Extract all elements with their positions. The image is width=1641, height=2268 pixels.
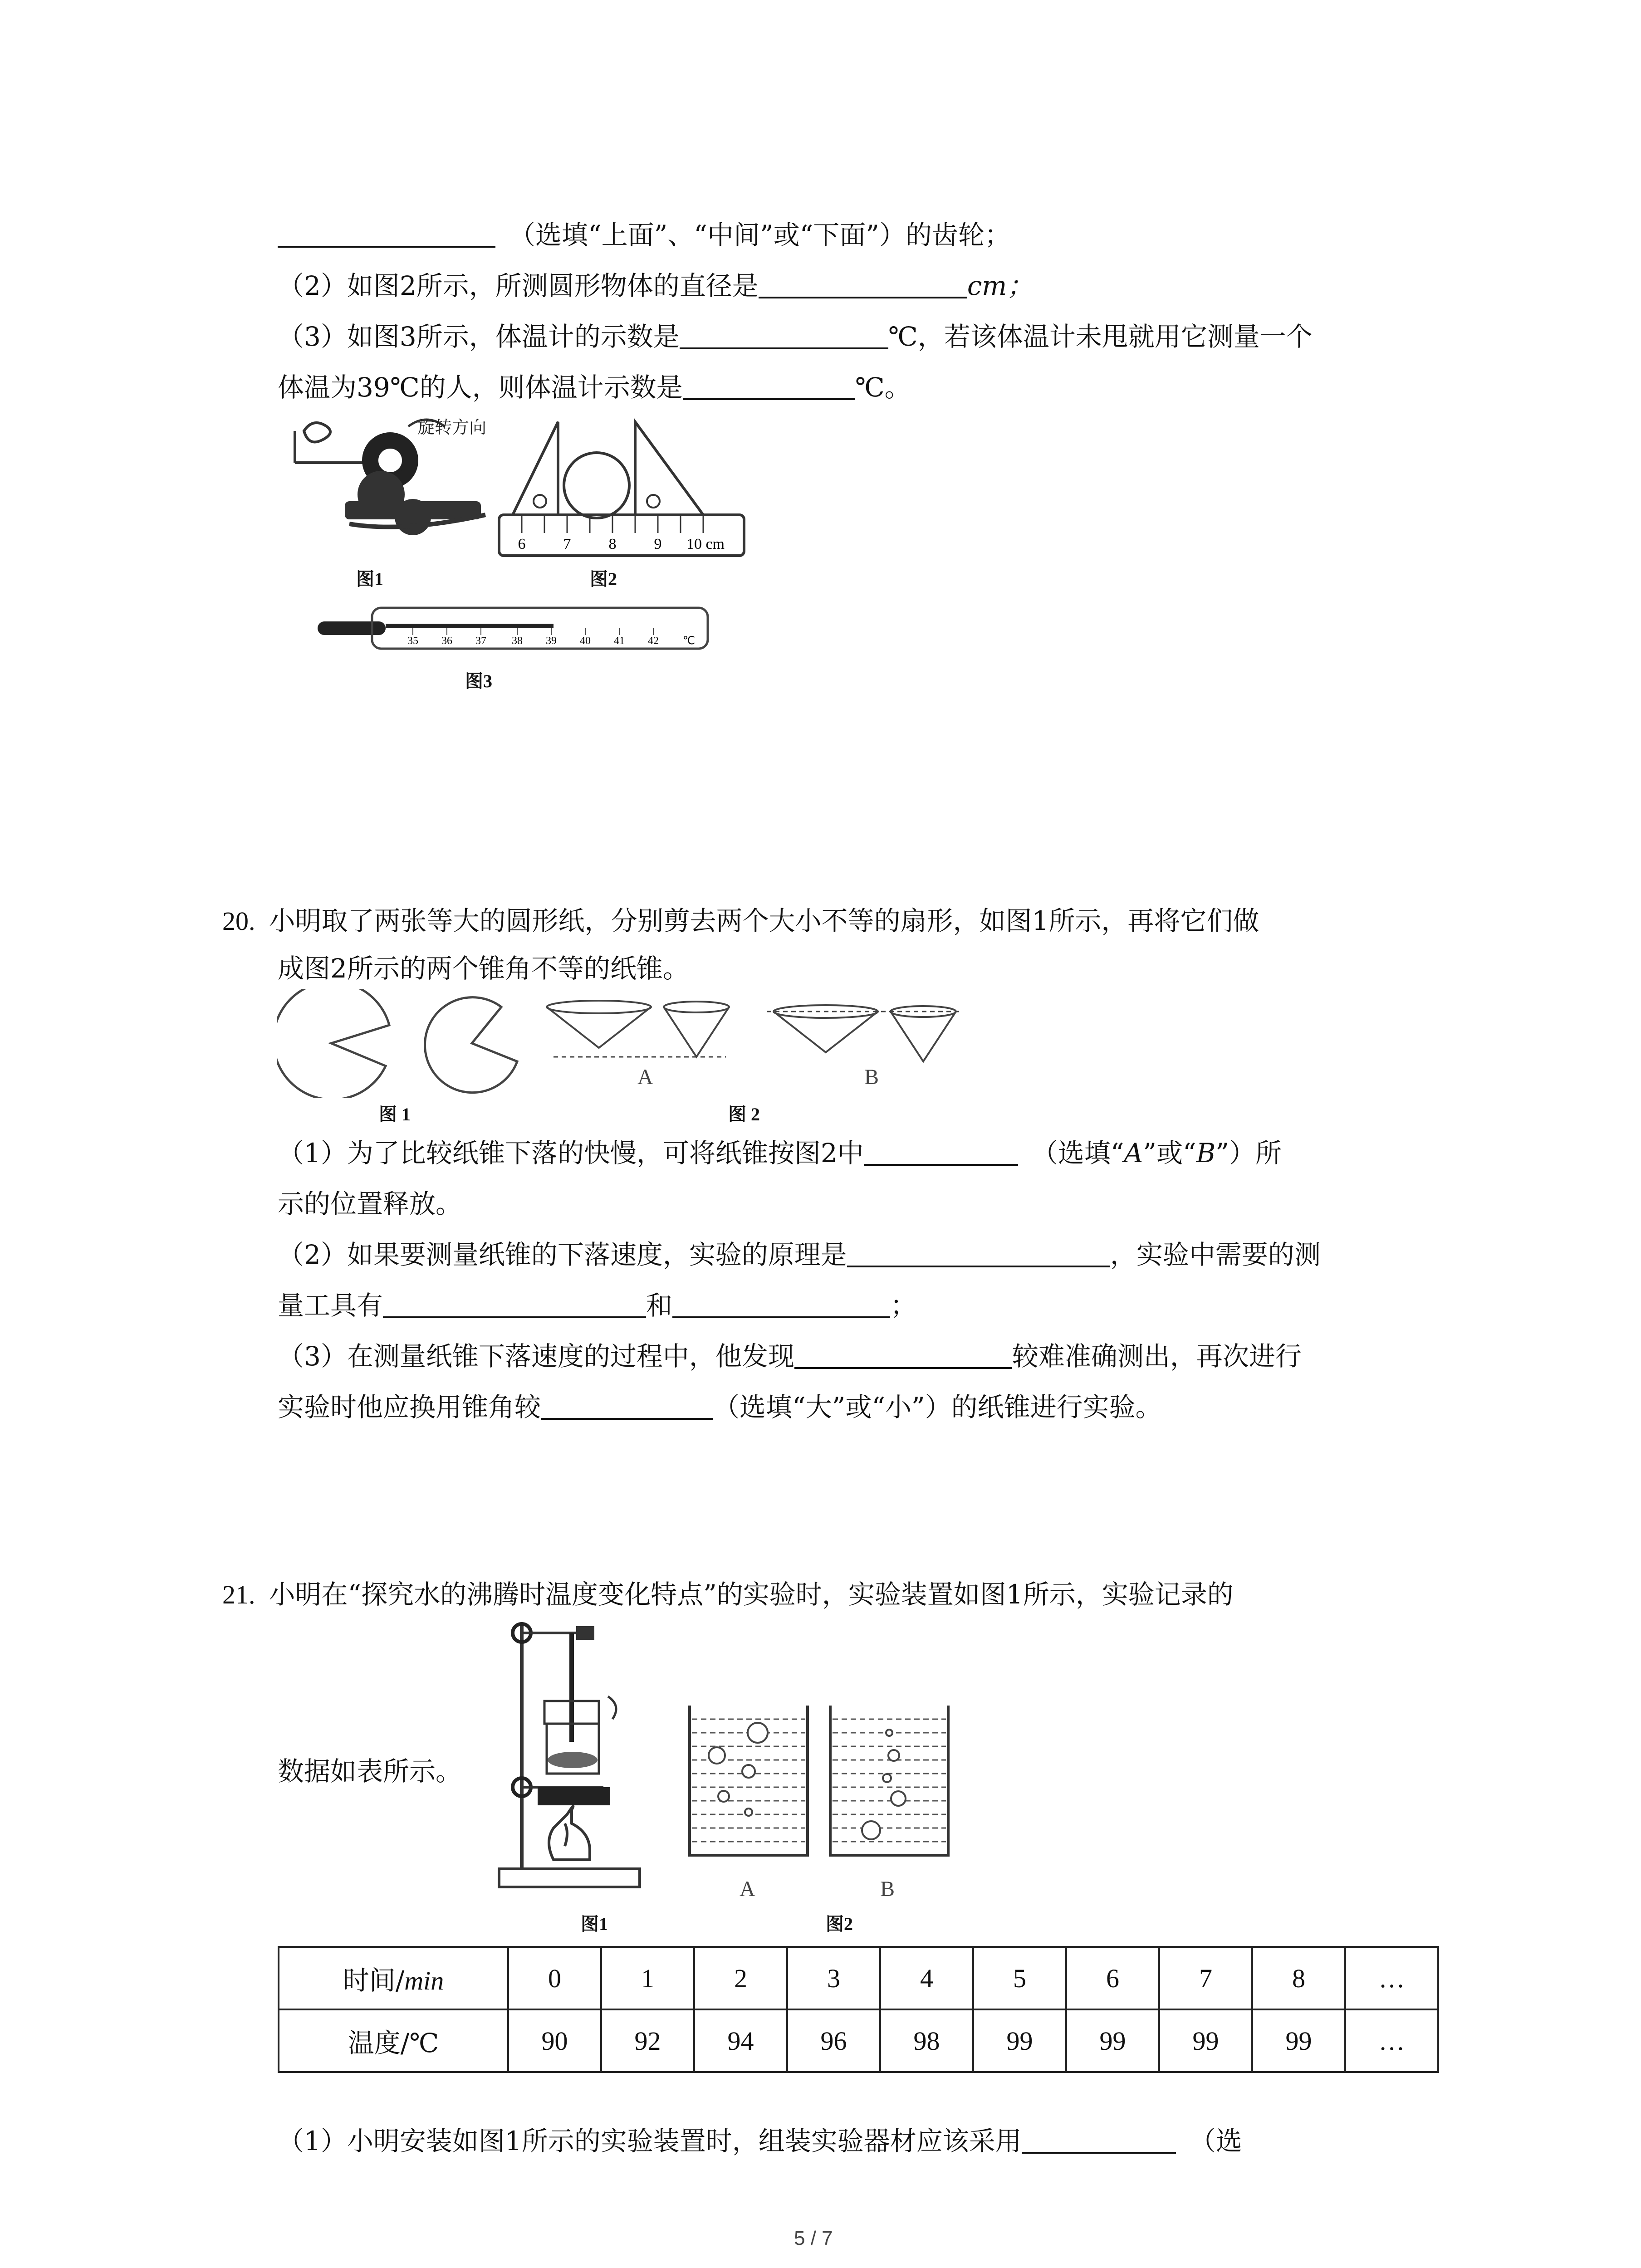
thermometer-figure xyxy=(318,603,712,653)
q19-part3-tail: ℃，若该体温计未甩就用它测量一个 xyxy=(888,321,1313,352)
ruler-tick-label: 10 cm xyxy=(686,536,725,552)
gear-mechanism-figure xyxy=(277,413,495,558)
page-number: 5 / 7 xyxy=(794,2227,833,2249)
q20-part2-line2 xyxy=(278,1287,916,1324)
q20-stem-line2: 成图2所示的两个锥角不等的纸锥。 xyxy=(278,953,689,984)
rotation-direction-label: 旋转方向 xyxy=(417,417,487,437)
q20-p1-option: A xyxy=(1124,1138,1143,1168)
table-cell: 7 xyxy=(1159,1947,1252,2009)
q19-part3-unit2: ℃。 xyxy=(855,372,911,403)
table-cell: 1 xyxy=(601,1947,694,2009)
q20-fig2-caption: 图 2 xyxy=(728,1104,760,1124)
fig2-caption: 图2 xyxy=(590,569,617,589)
table-cell: 99 xyxy=(1252,2009,1345,2072)
q20-p3-text: （3）在测量纸锥下落速度的过程中，他发现 xyxy=(278,1341,794,1372)
table-cell: 92 xyxy=(601,2009,694,2072)
thermometer-tick-label: 41 xyxy=(614,635,625,647)
thermometer-tick-label: 38 xyxy=(512,635,523,647)
q21-number: 21. xyxy=(222,1580,255,1609)
table-cell: 94 xyxy=(694,2009,787,2072)
table-row-temperature xyxy=(279,2009,1438,2072)
q20-p1-text: （1）为了比较纸锥下落的快慢，可将纸锥按图2中 xyxy=(278,1138,864,1168)
q20-number: 20. xyxy=(222,906,255,936)
q21-fig1-caption: 图1 xyxy=(581,1914,608,1934)
thermometer-tick-label: 40 xyxy=(580,635,591,647)
beaker-bubbles-figure xyxy=(681,1706,962,1905)
cone-label-b: B xyxy=(864,1065,879,1089)
fig3-caption: 图3 xyxy=(465,671,492,691)
q21-stem-line2: 数据如表所示。 xyxy=(278,1756,462,1787)
table-cell: … xyxy=(1345,1947,1438,2009)
boiling-apparatus-figure xyxy=(490,1615,653,1905)
time-unit: min xyxy=(404,1966,444,1995)
q19-part2-text: （2）如图2所示，所测圆形物体的直径是 xyxy=(278,270,759,301)
q20-p2-text: 和 xyxy=(646,1290,673,1321)
table-cell: 3 xyxy=(787,1947,880,2009)
table-cell: 5 xyxy=(973,1947,1066,2009)
q20-p2-text: ，实验中需要的测 xyxy=(1110,1239,1321,1270)
answer-blank[interactable] xyxy=(847,1237,1110,1267)
answer-blank[interactable] xyxy=(683,370,855,400)
table-cell: 90 xyxy=(508,2009,601,2072)
q19-part3-line2-text: 体温为39℃的人，则体温计示数是 xyxy=(278,372,683,403)
thermometer-tick-label: 39 xyxy=(546,635,557,647)
q21-p1-text: （选 xyxy=(1189,2126,1242,2156)
q19-part3-text: （3）如图3所示，体温计的示数是 xyxy=(278,321,680,352)
table-cell: 4 xyxy=(880,1947,973,2009)
q20-p2-text: 量工具有 xyxy=(278,1290,383,1321)
thermometer-tick-label: 35 xyxy=(407,635,418,647)
answer-blank[interactable] xyxy=(383,1288,646,1318)
cut-circles-figure xyxy=(277,989,531,1098)
q20-p3-text: 实验时他应换用锥角较 xyxy=(278,1392,541,1422)
cone-label-a: A xyxy=(637,1065,653,1089)
q19-line1 xyxy=(278,217,1011,253)
table-cell: 8 xyxy=(1252,1947,1345,2009)
answer-blank[interactable] xyxy=(278,218,495,248)
answer-blank[interactable] xyxy=(864,1136,1018,1166)
q20-p1-option: B xyxy=(1196,1138,1216,1168)
beaker-label-b: B xyxy=(880,1877,895,1901)
ruler-circle-figure xyxy=(495,417,749,558)
q20-part1 xyxy=(278,1135,1282,1171)
q20-p1-text: （选填“ xyxy=(1031,1138,1124,1168)
table-cell: 2 xyxy=(694,1947,787,2009)
beaker-label-a: A xyxy=(740,1877,755,1901)
answer-blank[interactable] xyxy=(680,319,888,349)
table-cell: 0 xyxy=(508,1947,601,2009)
q20-fig1-caption: 图 1 xyxy=(379,1104,411,1124)
table-cell: 6 xyxy=(1066,1947,1159,2009)
table-cell: 99 xyxy=(1066,2009,1159,2072)
q21-fig2-caption: 图2 xyxy=(826,1914,853,1934)
answer-blank[interactable] xyxy=(672,1288,890,1318)
table-row-time xyxy=(279,1947,1438,2009)
q21-p1-text: （1）小明安装如图1所示的实验装置时，组装实验器材应该采用 xyxy=(278,2126,1022,2156)
ruler-ticks xyxy=(522,515,703,533)
table-cell: 96 xyxy=(787,2009,880,2072)
q19-part3-line2 xyxy=(278,369,911,406)
q20-p1-text: ”）所 xyxy=(1215,1138,1282,1168)
answer-blank[interactable] xyxy=(759,269,967,298)
q19-part2-unit: cm； xyxy=(967,270,1034,301)
q20-p2-text: ； xyxy=(890,1290,917,1321)
q19-part2 xyxy=(278,268,1033,304)
answer-blank[interactable] xyxy=(794,1339,1012,1369)
ruler-tick-label: 7 xyxy=(563,536,571,552)
q21-stem-text: 小明在“探究水的沸腾时温度变化特点”的实验时，实验装置如图1所示，实验记录的 xyxy=(269,1579,1234,1610)
fig1-caption: 图1 xyxy=(356,569,383,589)
answer-blank[interactable] xyxy=(541,1390,713,1420)
q21-stem-line1 xyxy=(222,1576,1234,1613)
q19-part3 xyxy=(278,318,1313,355)
q20-part3-line2 xyxy=(278,1389,1162,1425)
ruler-tick-label: 6 xyxy=(518,536,526,552)
q20-p3-text: （选填“大”或“小”）的纸锥进行实验。 xyxy=(713,1392,1162,1422)
boiling-data-table xyxy=(278,1946,1439,2073)
q21-part1 xyxy=(278,2123,1242,2159)
q20-part1-line2: 示的位置释放。 xyxy=(278,1188,462,1219)
q20-p3-text: 较难准确测出，再次进行 xyxy=(1012,1341,1302,1372)
q20-part3 xyxy=(278,1338,1302,1374)
thermometer-tick-label: 36 xyxy=(441,635,452,647)
table-cell: … xyxy=(1345,2009,1438,2072)
thermometer-unit: ℃ xyxy=(683,635,695,647)
answer-blank[interactable] xyxy=(1022,2124,1176,2154)
paper-cones-figure xyxy=(544,989,980,1093)
thermometer-tick-label: 37 xyxy=(475,635,486,647)
table-header-temperature: 温度/℃ xyxy=(279,2009,508,2072)
table-cell: 99 xyxy=(1159,2009,1252,2072)
thermometer-tick-label: 42 xyxy=(648,635,659,647)
ruler-tick-label: 8 xyxy=(608,536,617,552)
table-header-time xyxy=(279,1947,508,2009)
table-cell: 98 xyxy=(880,2009,973,2072)
q20-p1-text: ”或“ xyxy=(1143,1138,1196,1168)
table-cell: 99 xyxy=(973,2009,1066,2072)
time-label: 时间/ xyxy=(343,1965,405,1996)
q19-line1-text: （选填“上面”、“中间”或“下面”）的齿轮； xyxy=(509,220,1011,250)
q20-p2-text: （2）如果要测量纸锥的下落速度，实验的原理是 xyxy=(278,1239,847,1270)
ruler-tick-label: 9 xyxy=(654,536,662,552)
q20-stem-text: 小明取了两张等大的圆形纸，分别剪去两个大小不等的扇形，如图1所示，再将它们做 xyxy=(269,905,1259,936)
q20-part2 xyxy=(278,1237,1321,1273)
q20-stem-line1 xyxy=(222,903,1259,939)
